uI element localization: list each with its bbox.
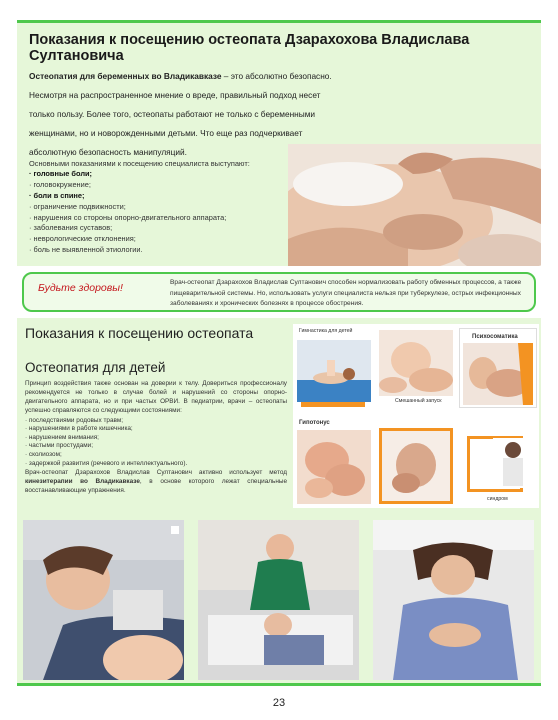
pregnant-belly-photo xyxy=(288,144,541,269)
newborn-photo xyxy=(379,330,453,396)
list-item: · головокружение; xyxy=(29,180,91,190)
list-item: · неврологические отклонения; xyxy=(29,234,136,244)
list-item: · заболевания суставов; xyxy=(29,223,113,233)
list-item: · ограничение подвижности; xyxy=(29,201,126,211)
gymnastics-tile xyxy=(295,328,373,408)
list-item: · боль не выявленной этиологии. xyxy=(29,244,143,254)
section-subtitle: Остеопатия для детей xyxy=(25,360,166,375)
children-text xyxy=(25,380,287,496)
list-item: · сколиозом; xyxy=(25,451,62,458)
children-section xyxy=(17,318,541,510)
belly-massage-illustration xyxy=(288,144,541,269)
para-end: , в основе которого лежат специальные восстанавливающие упражнения. xyxy=(25,478,288,494)
photo-boy-lying xyxy=(23,520,184,680)
girl-lying-photo xyxy=(373,520,534,680)
intro-line-4: абсолютную безопасность манипуляций. xyxy=(29,147,187,157)
kinesitherapy-bold: кинезитерапии во Владикавказе xyxy=(25,478,140,486)
syndrome-tile xyxy=(459,424,537,506)
tile-caption: Гипотонус xyxy=(299,420,330,426)
section-title: Показания к посещению остеопата xyxy=(25,325,254,341)
list-item: · частыми простудами; xyxy=(25,442,94,450)
banner-box xyxy=(22,272,536,312)
treatment-photo xyxy=(382,431,450,501)
children-paragraph: Принцип воздействия также основан на доверии к телу. Довериться профессионалу рекомендуется не только в случае болей и нарушений со стороны опорно-двигательного аппарата, но и при частых ОРВИ. В педиатрии, врачи – остеопаты успешно справляются со следующими состояниями: xyxy=(25,380,287,414)
psychosomatics-tile xyxy=(459,328,537,408)
psychosomatics-photo xyxy=(463,343,533,405)
page-number: 23 xyxy=(272,697,286,709)
tile-caption: Смешанный запуск xyxy=(395,398,442,404)
tile-caption-bar xyxy=(301,402,365,407)
doctor-with-child-photo xyxy=(198,520,359,680)
pregnancy-section xyxy=(17,20,541,266)
boy-head-therapy-photo xyxy=(23,520,184,680)
banner-slogan: Будьте здоровы! xyxy=(38,282,123,294)
intro-line-3: женщинами, но и новорожденными детьми. Что еще раз подчеркивает xyxy=(29,128,303,138)
indications-intro: Основными показаниями к посещению специалиста выступают: xyxy=(29,159,250,168)
indications xyxy=(29,159,291,256)
health-banner xyxy=(17,266,541,318)
para-start: Врач-остеопат Дзарахохов Владислав Султанович активно использует метод xyxy=(25,469,287,477)
list-item: · задержкой развития (речевого и интеллектуального). xyxy=(25,459,188,467)
intro-rest: – это абсолютно безопасно. xyxy=(221,71,332,81)
kinesitherapy-paragraph xyxy=(25,469,287,496)
list-item: · нарушения со стороны опорно-двигательного аппарата; xyxy=(29,212,227,222)
list-item: · нарушением внимания; xyxy=(25,433,99,441)
pediatric-collage xyxy=(293,324,539,508)
list-item: · боли в спине; xyxy=(29,191,85,200)
banner-text: Врач-остеопат Дзарахохов Владислав Султанович способен нормализовать работу обменных процессов, а также пищеварительной системы. Но, использовать услуги специалиста нельзя при туберкулезе, острых инфекционных заболеваниях и хронических болезнях в процессе обострения. xyxy=(170,279,522,307)
children-conditions-list xyxy=(25,417,287,469)
intro-line-2: только пользу. Более того, остеопаты работают не только с беременными xyxy=(29,109,316,119)
list-item: · нарушениями в работе кишечника; xyxy=(25,425,133,433)
gymnastics-photo xyxy=(297,340,371,402)
list-item: · последствиями родовых травм; xyxy=(25,416,124,424)
intro-bold: Остеопатия для беременных во Владикавказе xyxy=(29,71,222,81)
tile-caption: Гимнастика для детей xyxy=(299,328,353,334)
section-title: Показания к посещению остеопата Дзарахохова Владислава Султановича xyxy=(29,32,470,64)
list-item: · головные боли; xyxy=(29,169,93,179)
intro-line-1: Несмотря на распространенное мнение о вреде, правильный подход несет xyxy=(29,90,321,100)
hypertonus-photo xyxy=(297,430,371,504)
woman-photo xyxy=(493,438,533,488)
tile-caption: синдром xyxy=(487,496,508,502)
treatment-tile xyxy=(379,428,453,504)
photo-girl xyxy=(373,520,534,680)
photo-doctor xyxy=(198,520,359,680)
therapy-photos xyxy=(17,510,541,686)
tile-caption: Психосоматика xyxy=(472,334,518,340)
intro-first-line xyxy=(29,67,369,86)
newborn-tile xyxy=(377,328,455,408)
indications-list xyxy=(29,169,291,255)
hypertonus-tile xyxy=(295,416,373,506)
